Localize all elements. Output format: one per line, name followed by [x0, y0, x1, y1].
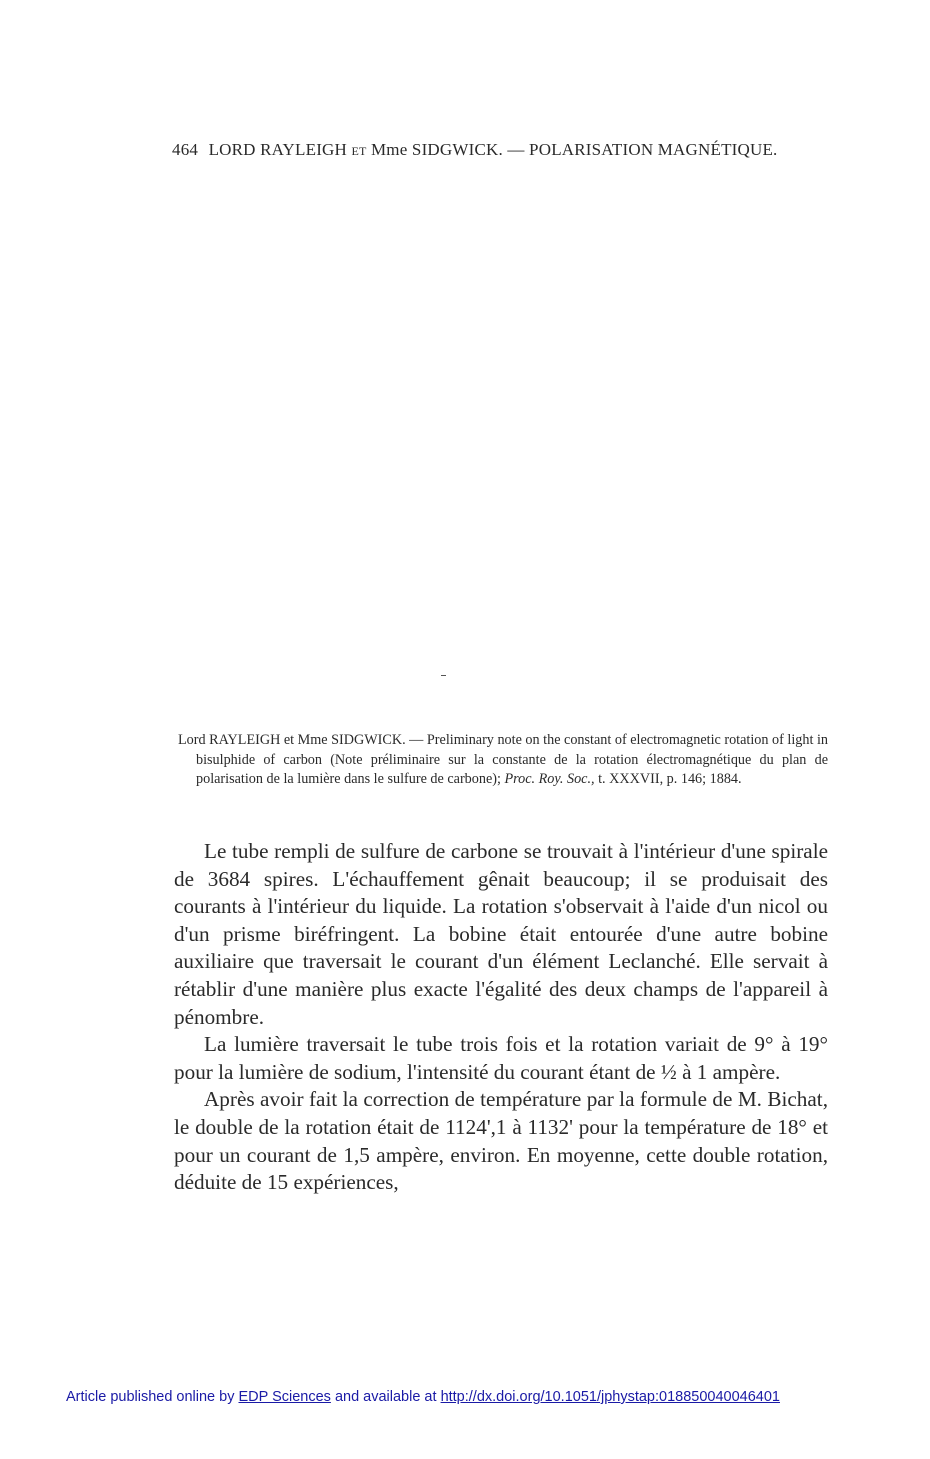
- publisher-link[interactable]: EDP Sciences: [238, 1389, 331, 1405]
- header-title-part1: LORD RAYLEIGH: [208, 140, 352, 159]
- page-number: 464: [172, 140, 199, 159]
- reference-citation: t. XXXVII, p. 146; 1884.: [598, 771, 742, 788]
- doi-link[interactable]: http://dx.doi.org/10.1051/jphystap:018850040046401: [440, 1389, 780, 1405]
- header-title-part2: Mme SIDGWICK. — POLARISATION MAGNÉTIQUE.: [366, 140, 778, 159]
- footer-prefix: Article published online by: [66, 1389, 239, 1405]
- separator-mark: [441, 675, 446, 676]
- running-header: [172, 140, 832, 160]
- footer-middle: and available at: [330, 1389, 441, 1405]
- publication-footer: [66, 1389, 780, 1405]
- reference-journal: Proc. Roy. Soc.,: [504, 771, 595, 788]
- bibliographic-reference: [178, 731, 828, 790]
- paragraph: La lumière traversait le tube trois fois et la rotation variait de 9° à 19° pour la lumière de sodium, l'intensité du courant étant de ½ à 1 ampère.: [174, 1032, 828, 1084]
- reference-authors: Lord RAYLEIGH et Mme SIDGWICK. —: [178, 732, 424, 748]
- body-text: [174, 838, 828, 1197]
- reference-text: Preliminary note on the constant of electromagnetic rotation of light in bisulphide of carbon (Note préliminaire sur la constante de la rotation électromagnétique du plan de polarisation de la lumière dans le sulfure de carbone);: [196, 732, 829, 788]
- paragraph: Le tube rempli de sulfure de carbone se trouvait à l'intérieur d'une spirale de 3684 spires. L'échauffement gênait beaucoup; il se produisait des courants à l'intérieur du liquide. La rotation s'observait à l'aide d'un nicol ou d'un prisme biréfringent. La bobine était entourée d'une autre bobine auxiliaire que traversait le courant d'un élément Leclanché. Elle servait à rétablir d'une manière plus exacte l'égalité des deux champs de l'appareil à pénombre.: [174, 839, 828, 1029]
- header-title-et: ET: [351, 144, 367, 158]
- paragraph: Après avoir fait la correction de température par la formule de M. Bichat, le double de la rotation était de 1124',1 à 1132' pour la température de 18° et pour un courant de 1,5 ampère, environ. En moyenne, cette double rotation, déduite de 15 expériences,: [174, 1087, 828, 1195]
